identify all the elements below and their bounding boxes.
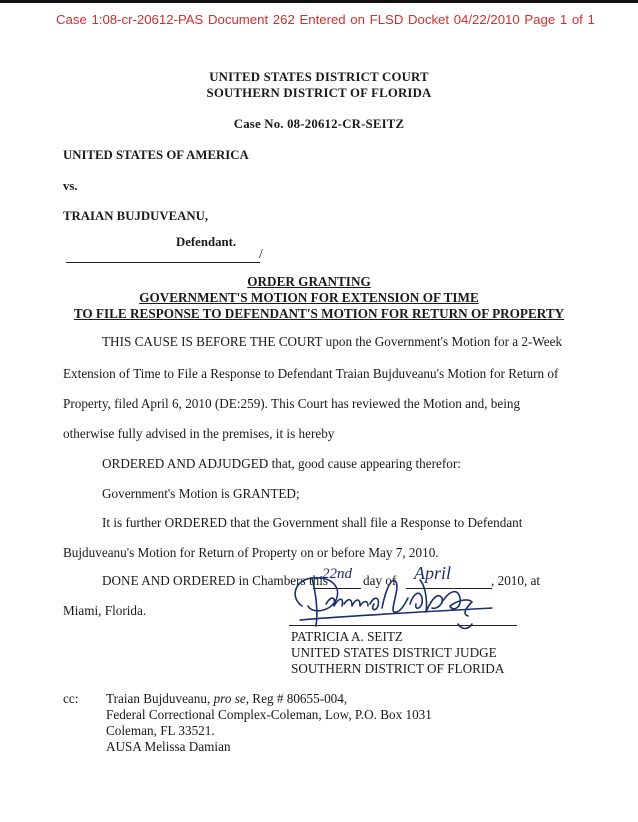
- paragraph-1-line-4: otherwise fully advised in the premises, it is hereby: [63, 426, 335, 441]
- case-number: Case No. 08-20612-CR-SEITZ: [233, 117, 405, 131]
- done-month: April: [414, 563, 452, 583]
- judge-district: SOUTHERN DISTRICT OF FLORIDA: [291, 661, 505, 676]
- motion-granted: Government's Motion is GRANTED;: [102, 486, 300, 501]
- defendant-name: TRAIAN BUJDUVEANU,: [63, 209, 209, 223]
- paragraph-1-line-2: Extension of Time to File a Response to Defendant Traian Bujduveanu's Motion for Return of: [63, 366, 559, 381]
- court-name: UNITED STATES DISTRICT COURT: [209, 70, 429, 84]
- cc-recipient-2: AUSA Melissa Damian: [106, 739, 231, 754]
- order-title-3: TO FILE RESPONSE TO DEFENDANT'S MOTION FOR RETURN OF PROPERTY: [73, 306, 565, 321]
- cc-pro-se: pro se: [213, 691, 246, 706]
- order-title-2: GOVERNMENT'S MOTION FOR EXTENSION OF TIME: [139, 290, 479, 305]
- location: Miami, Florida.: [63, 603, 147, 618]
- done-suffix: , 2010, at: [491, 573, 541, 588]
- paragraph-4-line-2: Bujduveanu's Motion for Return of Property on or before May 7, 2010.: [63, 545, 439, 560]
- cc-recipient-name: Traian Bujduveanu,: [106, 691, 214, 706]
- cc-recipient-1: [106, 691, 347, 707]
- cc-address-1: Federal Correctional Complex-Coleman, Low, P.O. Box 1031: [106, 707, 432, 722]
- paragraph-1-line-1: THIS CAUSE IS BEFORE THE COURT upon the Government's Motion for a 2-Week: [102, 334, 563, 349]
- judge-signature: [282, 568, 512, 638]
- caption-slash: /: [259, 247, 263, 262]
- plaintiff: UNITED STATES OF AMERICA: [63, 148, 249, 162]
- court-district: SOUTHERN DISTRICT OF FLORIDA: [206, 86, 432, 100]
- cc-label: cc:: [63, 691, 79, 706]
- ordered-adjudged: ORDERED AND ADJUDGED that, good cause appearing therefor:: [102, 456, 461, 471]
- judge-title: UNITED STATES DISTRICT JUDGE: [291, 645, 497, 660]
- top-border: [0, 0, 638, 3]
- paragraph-4-line-1: It is further ORDERED that the Government shall file a Response to Defendant: [102, 515, 523, 530]
- done-prefix: DONE AND ORDERED in Chambers this: [102, 573, 329, 588]
- order-title-1: ORDER GRANTING: [247, 274, 371, 289]
- paragraph-1-line-3: Property, filed April 6, 2010 (DE:259). This Court has reviewed the Motion and, being: [63, 396, 521, 411]
- done-day: 22nd: [322, 566, 352, 582]
- judge-name: PATRICIA A. SEITZ: [291, 629, 403, 644]
- versus: vs.: [63, 179, 78, 193]
- cc-reg-number: , Reg # 80655-004,: [245, 691, 348, 706]
- signature-rule: [289, 625, 517, 626]
- defendant-label: Defendant.: [176, 235, 237, 249]
- done-dayof: day of: [363, 573, 397, 588]
- docket-stamp: Case 1:08-cr-20612-PAS Document 262 Entered on FLSD Docket 04/22/2010 Page 1 of 1: [56, 12, 595, 27]
- cc-address-2: Coleman, FL 33521.: [106, 723, 215, 738]
- caption-rule: [66, 262, 260, 263]
